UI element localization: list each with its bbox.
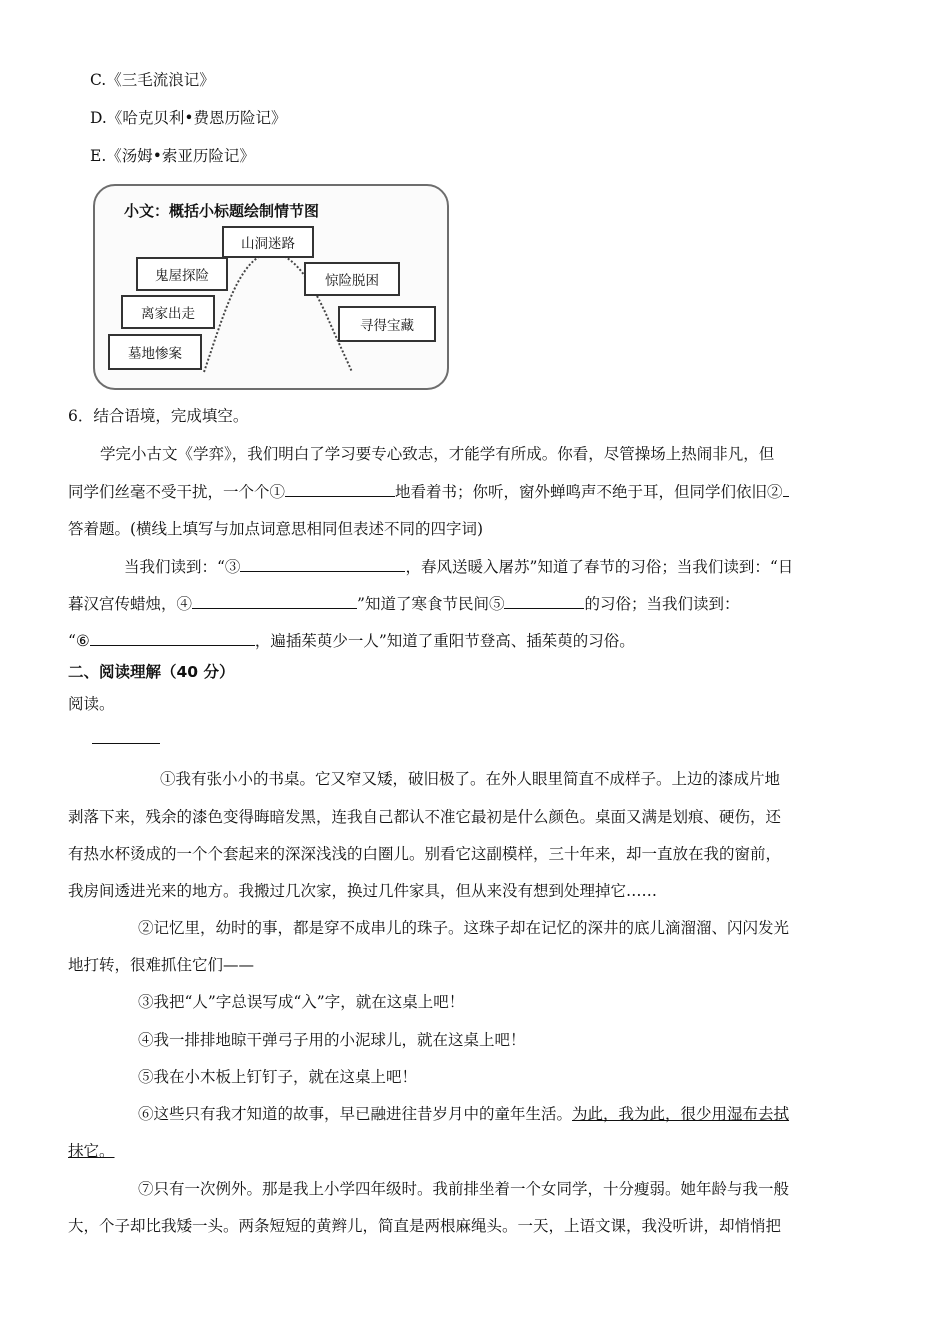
- passage-p1-line4: 我房间透进光来的地方。我搬过几次家，换过几件家具，但从来没有想到处理掉它……: [68, 882, 658, 900]
- section-2-intro: 阅读。: [68, 695, 115, 713]
- q6-paragraph1-line1: 学完小古文《学弈》，我们明白了学习要专心致志，才能学有所成。你看，尽管操场上热闹非凡，但: [100, 445, 775, 463]
- passage-p7-line1: ⑦只有一次例外。那是我上小学四年级时。我前排坐着一个女同学，十分瘦弱。她年龄与我一般: [138, 1180, 790, 1198]
- q6-paragraph2-line1: 当我们读到：“③ ，春风送暖入屠苏”知道了春节的习俗；当我们读到：“日: [124, 558, 794, 576]
- diagram-title: 小文：概括小标题绘制情节图: [124, 202, 320, 220]
- option-c: C.《三毛流浪记》: [90, 71, 215, 89]
- blank-3[interactable]: [240, 556, 405, 572]
- passage-p3: ③我把“人”字总误写成“入”字，就在这桌上吧！: [138, 993, 465, 1011]
- passage-p5: ⑤我在小木板上钉钉子，就在这桌上吧！: [138, 1068, 418, 1086]
- passage-p4: ④我一排排地晾干弹弓子用的小泥球儿，就在这桌上吧！: [138, 1031, 526, 1049]
- q6-paragraph2-line2: 暮汉宫传蜡烛，④ ”知道了寒食节民间⑤ 的习俗；当我们读到：: [68, 595, 740, 613]
- diagram-box-escape: 惊险脱困: [304, 262, 400, 296]
- section-2-heading: 二、阅读理解（40 分）: [68, 663, 235, 681]
- diagram-box-graveyard: 墓地惨案: [108, 334, 202, 370]
- passage-p2-line1: ②记忆里，幼时的事，都是穿不成串儿的珠子。这珠子却在记忆的深井的底儿滴溜溜、闪闪发光: [138, 919, 790, 937]
- blank-4[interactable]: [192, 593, 357, 609]
- passage-p6-line1: ⑥这些只有我才知道的故事，早已融进往昔岁月中的童年生活。为此，我为此，很少用湿布去拭: [138, 1105, 790, 1123]
- blank-1[interactable]: [285, 481, 395, 497]
- passage-title-rule: [92, 743, 160, 744]
- diagram-box-treasure: 寻得宝藏: [338, 306, 436, 342]
- underlined-sentence: 为此，我为此，很少用湿布去拭: [572, 1105, 790, 1123]
- passage-p1-line1: ①我有张小小的书桌。它又窄又矮，破旧极了。在外人眼里简直不成样子。上边的漆成片地: [160, 770, 781, 788]
- diagram-box-cave-lost: 山洞迷路: [222, 226, 314, 258]
- diagram-box-haunted-house: 鬼屋探险: [136, 257, 228, 291]
- blank-6[interactable]: [90, 630, 255, 646]
- passage-p6-line2: 抹它。: [68, 1142, 115, 1160]
- passage-p2-line2: 地打转，很难抓住它们——: [68, 956, 255, 974]
- passage-p1-line2: 剥落下来，残余的漆色变得晦暗发黑，连我自己都认不准它最初是什么颜色。桌面又满是划痕、硬伤，还: [68, 808, 782, 826]
- option-e: E.《汤姆•索亚历险记》: [90, 147, 255, 165]
- q6-paragraph1-line2: 同学们丝毫不受干扰，一个个① 地看着书；你听，窗外蝉鸣声不绝于耳，但同学们依旧②: [68, 480, 789, 502]
- question-6-title: 6．结合语境，完成填空。: [68, 407, 249, 425]
- passage-p1-line3: 有热水杯烫成的一个个套起来的深深浅浅的白圈儿。别看它这副模样，三十年来，却一直放在我的窗前，: [68, 845, 782, 863]
- diagram-box-run-away: 离家出走: [121, 295, 215, 329]
- q6-paragraph1-line3: 答着题。(横线上填写与加点词意思相同但表述不同的四字词): [68, 520, 484, 538]
- q6-paragraph2-line3: “⑥ ，遍插茱萸少一人”知道了重阳节登高、插茱萸的习俗。: [68, 632, 635, 650]
- blank-5[interactable]: [504, 593, 584, 609]
- passage-p7-line2: 大，个子却比我矮一头。两条短短的黄辫儿，简直是两根麻绳头。一天，上语文课，我没听讲，却悄悄把: [68, 1217, 782, 1235]
- option-d: D.《哈克贝利•费恩历险记》: [90, 109, 287, 127]
- blank-2[interactable]: [783, 481, 789, 497]
